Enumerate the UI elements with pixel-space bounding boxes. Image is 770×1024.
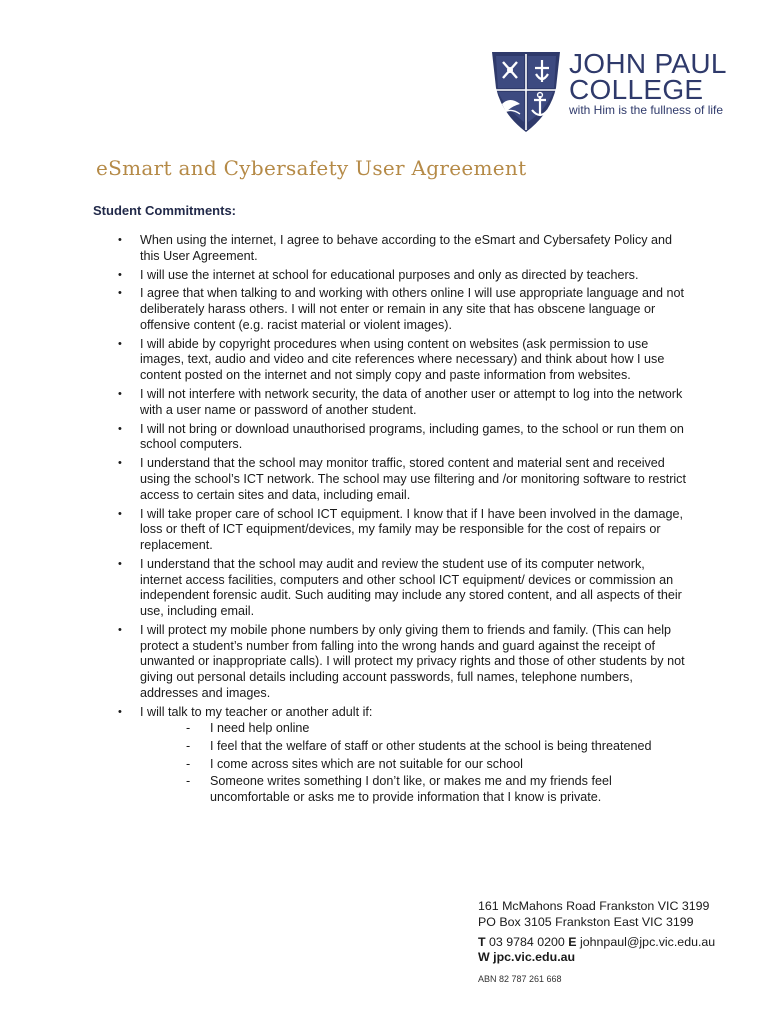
list-item: [118, 422, 688, 453]
list-item: [118, 507, 688, 554]
phone-number: 03 9784 0200: [489, 934, 565, 949]
list-item-text: I will take proper care of school ICT equipment. I know that if I have been involved in the damage, loss or theft of ICT equipment/devices, my family may be responsible for the cost of repairs or replacement.: [140, 506, 684, 552]
college-motto: with Him is the fullness of life: [569, 103, 724, 117]
dash-icon: -: [186, 738, 191, 753]
list-item: [118, 387, 688, 418]
sub-list-item: [140, 757, 688, 773]
commitments-list: [118, 233, 688, 809]
sub-list-item-text: I feel that the welfare of staff or other students at the school is being threatened: [210, 738, 652, 753]
sub-list-item-text: I need help online: [210, 721, 310, 736]
postal-address: PO Box 3105 Frankston East VIC 3199: [478, 914, 694, 929]
bullet-icon: •: [118, 623, 122, 636]
bullet-icon: •: [118, 422, 122, 435]
list-item: [118, 337, 688, 384]
sub-list-item: [140, 774, 688, 805]
phone-email-line: [478, 935, 715, 951]
list-item-text: I understand that the school may audit and review the student use of its computer network, internet access facilities, computers and other school ICT equipment/ devices or commission an independent forensic audit. Such auditing may include any stored content, and all aspects of their use, including email.: [140, 556, 682, 618]
bullet-icon: •: [118, 388, 122, 401]
web-label: W: [478, 950, 490, 965]
list-item: [118, 705, 688, 806]
list-item-text: I will abide by copyright procedures when using content on websites (ask permission to use images, text, audio and video and cite references where necessary) and think about how I use content posted on the internet and not simply copy and paste information from websites.: [140, 336, 665, 383]
section-heading: Student Commitments:: [93, 203, 236, 218]
phone-label: T: [478, 934, 486, 949]
talk-to-adult-list: [140, 721, 688, 806]
list-item-text: I will use the internet at school for educational purposes and only as directed by teachers.: [140, 267, 639, 282]
contact-footer: [478, 899, 715, 988]
list-item: [118, 286, 688, 333]
college-crest-icon: [490, 48, 562, 134]
bullet-icon: •: [118, 557, 122, 570]
sub-list-item-text: I come across sites which are not suitable for our school: [210, 756, 523, 771]
dash-icon: -: [186, 721, 191, 736]
list-item-text: I will not interfere with network security, the data of another user or attempt to log into the network with a user name or password of another student.: [140, 387, 683, 417]
bullet-icon: •: [118, 457, 122, 470]
list-item: [118, 623, 688, 702]
bullet-icon: •: [118, 268, 122, 281]
list-item-text: I will talk to my teacher or another adult if:: [140, 704, 373, 719]
bullet-icon: •: [118, 705, 122, 718]
list-item: [118, 456, 688, 503]
page-title: eSmart and Cybersafety User Agreement: [96, 156, 527, 180]
website-link[interactable]: jpc.vic.edu.au: [493, 950, 576, 965]
bullet-icon: •: [118, 507, 122, 520]
email-link[interactable]: johnpaul@jpc.vic.edu.au: [580, 934, 716, 949]
street-address: 161 McMahons Road Frankston VIC 3199: [478, 899, 710, 913]
bullet-icon: •: [118, 234, 122, 246]
email-label: E: [568, 934, 577, 949]
list-item: [118, 233, 688, 264]
bullet-icon: •: [118, 287, 122, 300]
list-item: [118, 557, 688, 620]
sub-list-item-text: Someone writes something I don’t like, or makes me and my friends feel uncomfortable or asks me to provide information that I know is private.: [210, 774, 612, 805]
college-name: JOHN PAUL COLLEGE: [569, 48, 727, 105]
dash-icon: -: [186, 774, 191, 789]
abn-number: ABN 82 787 261 668: [478, 974, 562, 985]
list-item-text: I agree that when talking to and working with others online I will use appropriate language and not deliberately harass others. I will not enter or remain in any site that has obscene language or offensive content (e.g. racist material or violent images).: [140, 286, 684, 332]
bullet-icon: •: [118, 337, 122, 350]
list-item-text: When using the internet, I agree to behave according to the eSmart and Cybersafety Policy and this User Agreement.: [140, 233, 673, 263]
web-line: [478, 950, 715, 966]
college-logo: [490, 48, 740, 138]
list-item-text: I will not bring or download unauthorised programs, including games, to the school or run them on school computers.: [140, 421, 684, 452]
list-item-text: I understand that the school may monitor traffic, stored content and material sent and received using the school’s ICT network. The school may use filtering and /or monitoring software to restrict access to certain sites and data, including email.: [140, 456, 686, 502]
list-item-text: I will protect my mobile phone numbers by only giving them to friends and family. (This can help protect a student’s number from falling into the wrong hands and guard against the receipt of unwanted or inappropriate calls). I will protect my privacy rights and those of other students by not giving out personal details including account passwords, full names, telephone numbers, addresses and images.: [140, 622, 685, 700]
sub-list-item: [140, 721, 688, 737]
sub-list-item: [140, 739, 688, 755]
dash-icon: -: [186, 756, 191, 771]
list-item: [118, 268, 688, 284]
